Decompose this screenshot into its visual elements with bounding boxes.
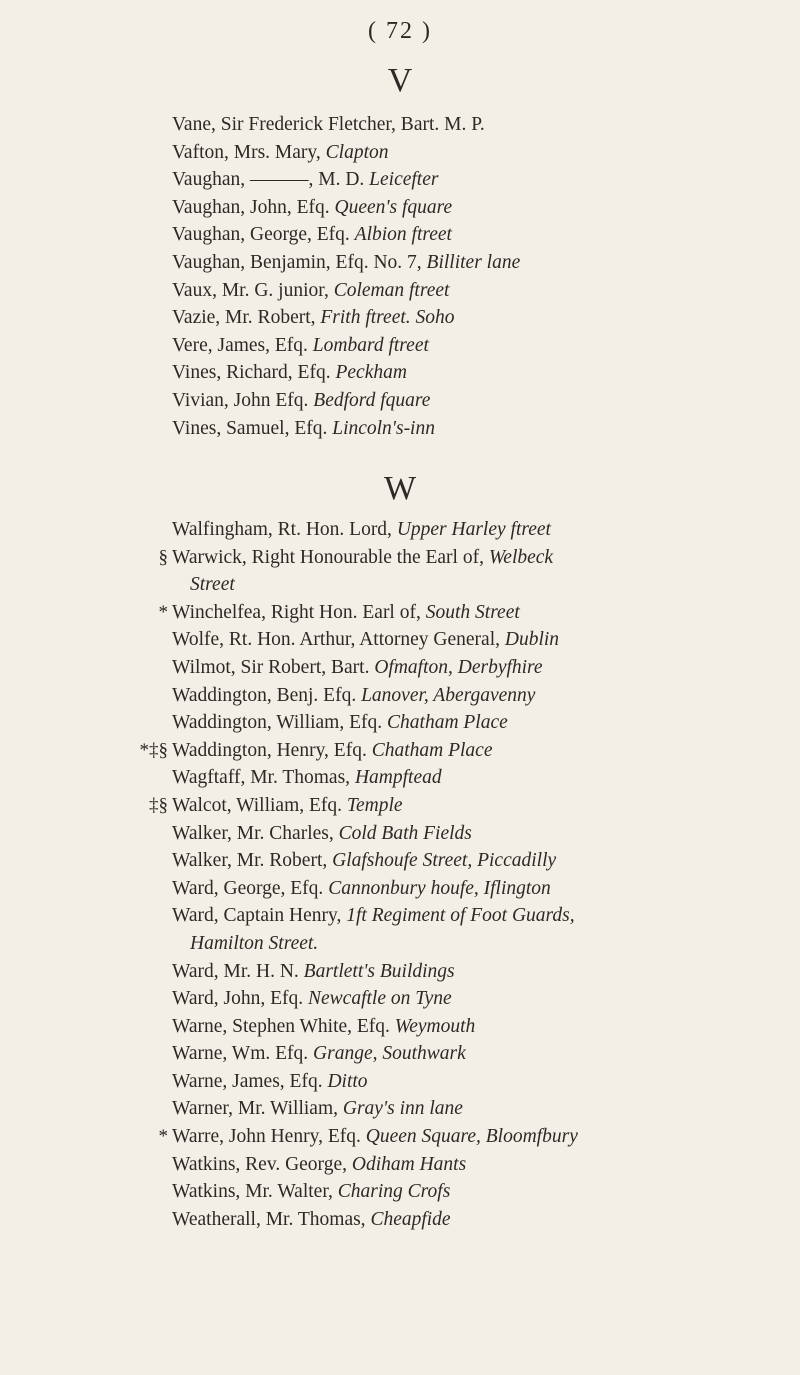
entry-name: Vaughan, John, Efq. xyxy=(172,196,330,218)
directory-entry xyxy=(0,654,800,682)
entry-address: Odiham Hants xyxy=(351,1153,467,1175)
entry-address: Welbeck xyxy=(488,546,554,568)
entry-address: Cheapfide xyxy=(370,1208,451,1230)
entry-address: Bedford fquare xyxy=(313,389,431,411)
directory-entry xyxy=(0,847,800,875)
entry-name: Ward, George, Efq. xyxy=(172,877,324,899)
directory-entry xyxy=(0,304,800,332)
entry-list-v xyxy=(0,111,800,442)
directory-entry xyxy=(0,249,800,277)
entry-name: Waddington, Benj. Efq. xyxy=(172,684,357,706)
entry-name: Warwick, Right Honourable the Earl of, xyxy=(172,546,484,568)
entry-name: Ward, Mr. H. N. xyxy=(172,960,299,982)
directory-entry xyxy=(0,332,800,360)
entry-name: Vaughan, George, Efq. xyxy=(172,224,350,246)
entry-mark: § xyxy=(158,546,168,568)
entry-address: 1ft Regiment of Foot Guards, xyxy=(346,905,575,927)
entry-address: Newcaftle on Tyne xyxy=(308,988,452,1010)
entry-name: Vivian, John Efq. xyxy=(172,389,309,411)
entry-address: Lanover, Abergavenny xyxy=(361,684,536,706)
directory-entry xyxy=(0,166,800,194)
directory-entry xyxy=(0,626,800,654)
directory-entry xyxy=(0,958,800,986)
entry-address: Charing Crofs xyxy=(337,1181,451,1203)
entry-address: Ditto xyxy=(327,1070,368,1092)
entry-name: Vaux, Mr. G. junior, xyxy=(172,279,329,301)
section-letter-v: V xyxy=(387,62,413,99)
directory-entry xyxy=(0,1040,800,1068)
entry-name: Vane, Sir Frederick Fletcher, Bart. M. P. xyxy=(172,114,485,135)
entry-name: Ward, John, Efq. xyxy=(172,988,304,1010)
entry-mark: * xyxy=(158,601,168,623)
entry-name: Vazie, Mr. Robert, xyxy=(172,307,316,329)
entry-address: Coleman ftreet xyxy=(333,279,450,301)
entry-address: Frith ftreet. Soho xyxy=(320,307,455,329)
entry-address: Upper Harley ftreet xyxy=(396,519,551,540)
entry-name: Wagftaff, Mr. Thomas, xyxy=(172,767,351,789)
entry-name: Weatherall, Mr. Thomas, xyxy=(172,1208,366,1230)
directory-entry xyxy=(0,194,800,222)
entry-address: Lincoln's-inn xyxy=(332,417,435,439)
directory-entry xyxy=(0,387,800,415)
section-letter-w: W xyxy=(383,470,417,507)
entry-name: Vines, Richard, Efq. xyxy=(172,362,331,384)
entry-name: Winchelfea, Right Hon. Earl of, xyxy=(172,601,421,623)
page-number: ( 72 ) xyxy=(368,18,432,44)
directory-entry xyxy=(0,1095,800,1123)
entry-address: South Street xyxy=(425,601,520,623)
entry-address: Hampftead xyxy=(354,767,442,789)
entry-name: Walcot, William, Efq. xyxy=(172,794,343,816)
entry-name: Vafton, Mrs. Mary, xyxy=(172,141,321,163)
entry-name: Vere, James, Efq. xyxy=(172,334,308,356)
entry-address: Grange, Southwark xyxy=(313,1043,466,1065)
entry-address: Dublin xyxy=(504,629,560,651)
directory-entry xyxy=(0,985,800,1013)
entry-name: Vaughan, ———, M. D. xyxy=(172,169,365,191)
entry-address: Bartlett's Buildings xyxy=(303,960,455,982)
entry-name: Warne, James, Efq. xyxy=(172,1070,323,1092)
directory-entry xyxy=(0,820,800,848)
entry-name: Warne, Wm. Efq. xyxy=(172,1043,309,1065)
entry-name: Walfingham, Rt. Hon. Lord, xyxy=(172,519,392,540)
directory-entry xyxy=(0,415,800,443)
entry-list-w xyxy=(0,516,800,1233)
entry-address: Chatham Place xyxy=(371,739,493,761)
entry-address: Cold Bath Fields xyxy=(338,822,472,844)
entry-address: Ofmafton, Derbyfhire xyxy=(374,656,543,678)
entry-address-continued: Hamilton Street. xyxy=(190,932,319,954)
directory-entry xyxy=(0,875,800,903)
entry-address: Queen's fquare xyxy=(334,196,453,218)
directory-entry xyxy=(0,599,800,627)
entry-address: Peckham xyxy=(335,362,407,384)
directory-entry xyxy=(0,1068,800,1096)
entry-address: Temple xyxy=(346,794,403,816)
entry-mark: ‡§ xyxy=(149,794,168,816)
directory-entry xyxy=(0,902,800,957)
directory-entry xyxy=(0,709,800,737)
entry-address-continued: Street xyxy=(190,574,235,596)
directory-entry xyxy=(0,792,800,820)
entry-name: Vaughan, Benjamin, Efq. No. 7, xyxy=(172,251,422,273)
entry-name: Warner, Mr. William, xyxy=(172,1098,339,1120)
entry-address: Albion ftreet xyxy=(354,224,452,246)
entry-name: Watkins, Rev. George, xyxy=(172,1153,347,1175)
entry-mark: *‡§ xyxy=(139,739,168,761)
entry-name: Warne, Stephen White, Efq. xyxy=(172,1015,390,1037)
directory-entry xyxy=(0,1013,800,1041)
entry-address: Gray's inn lane xyxy=(342,1098,463,1120)
entry-mark: * xyxy=(158,1126,168,1148)
entry-name: Waddington, Henry, Efq. xyxy=(172,739,367,761)
entry-name: Vines, Samuel, Efq. xyxy=(172,417,328,439)
directory-entry xyxy=(0,1178,800,1206)
directory-entry xyxy=(0,111,800,139)
entry-name: Ward, Captain Henry, xyxy=(172,905,342,927)
directory-entry xyxy=(0,139,800,167)
entry-name: Waddington, William, Efq. xyxy=(172,712,383,734)
entry-address: Queen Square, Bloomfbury xyxy=(365,1126,578,1148)
entry-name: Warre, John Henry, Efq. xyxy=(172,1126,361,1148)
directory-entry xyxy=(0,221,800,249)
directory-entry xyxy=(0,359,800,387)
entry-name: Wilmot, Sir Robert, Bart. xyxy=(172,656,370,678)
entry-address: Lombard ftreet xyxy=(312,334,429,356)
entry-name: Wolfe, Rt. Hon. Arthur, Attorney General, xyxy=(172,629,500,651)
entry-address: Glafshoufe Street, Piccadilly xyxy=(332,850,557,872)
directory-entry xyxy=(0,1151,800,1179)
entry-name: Watkins, Mr. Walter, xyxy=(172,1181,333,1203)
entry-address: Billiter lane xyxy=(426,251,521,273)
directory-entry xyxy=(0,1123,800,1151)
entry-address: Chatham Place xyxy=(387,712,508,734)
directory-entry xyxy=(0,1206,800,1234)
entry-name: Walker, Mr. Robert, xyxy=(172,850,328,872)
directory-entry xyxy=(0,764,800,792)
directory-entry xyxy=(0,277,800,305)
directory-entry xyxy=(0,737,800,765)
entry-address: Leicefter xyxy=(369,169,439,191)
directory-entry xyxy=(0,516,800,544)
entry-address: Weymouth xyxy=(394,1015,476,1037)
entry-name: Walker, Mr. Charles, xyxy=(172,822,334,844)
entry-address: Clapton xyxy=(325,141,389,163)
directory-entry xyxy=(0,682,800,710)
directory-entry xyxy=(0,544,800,599)
entry-address: Cannonbury houfe, Iflington xyxy=(328,877,551,899)
